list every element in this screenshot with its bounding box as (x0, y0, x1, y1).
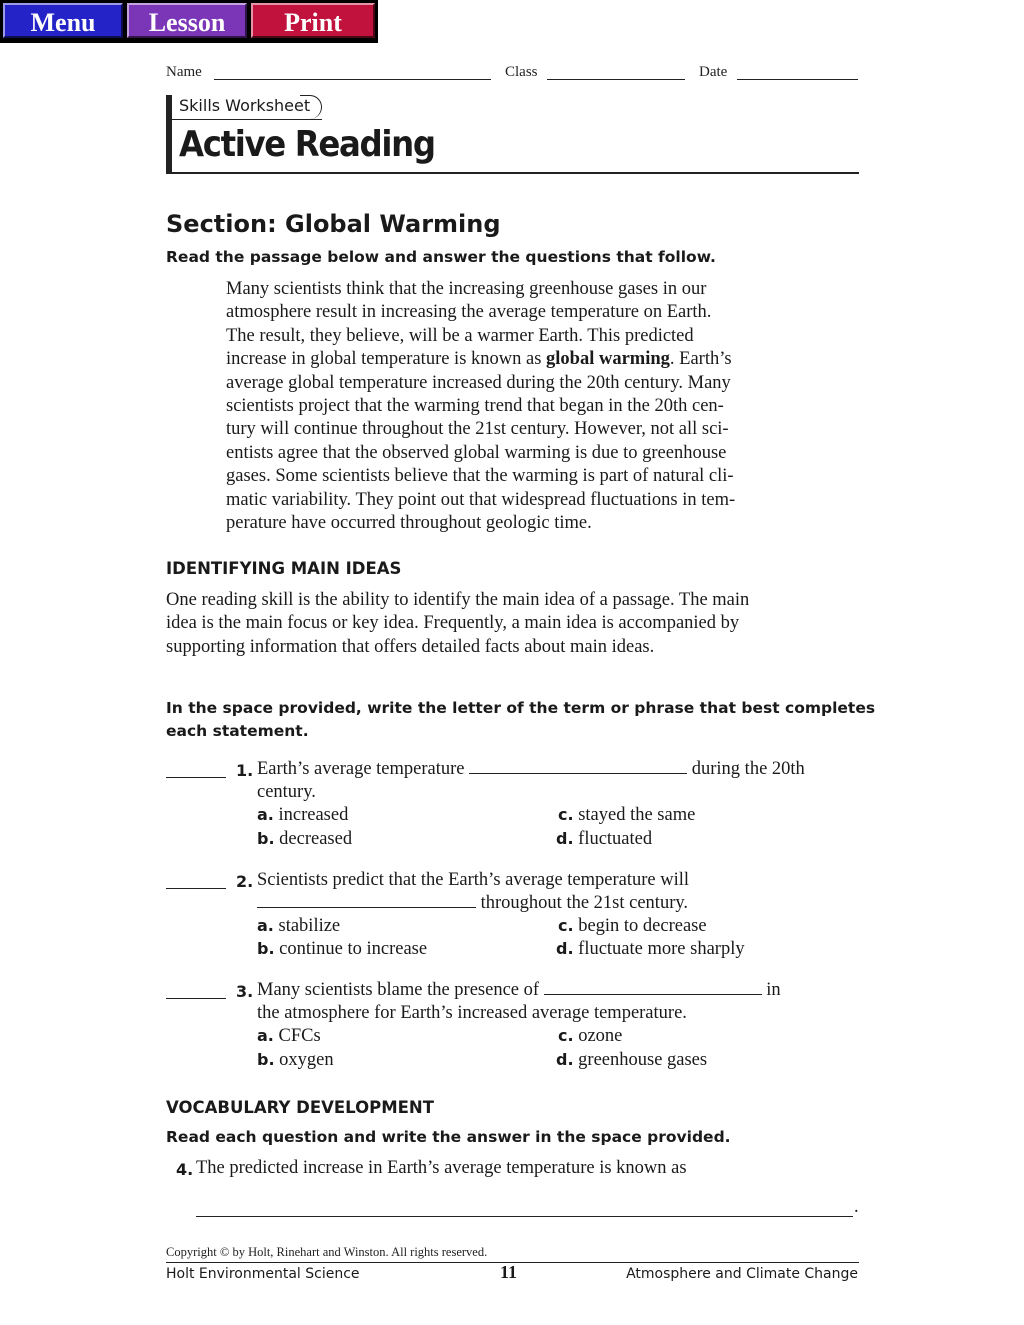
lesson-button[interactable]: Lesson (127, 3, 247, 38)
footer-chapter-title: Atmosphere and Climate Change (626, 1266, 858, 1282)
q1-number: 1. (236, 761, 254, 780)
q1-text: Earth’s average temperature during the 20th century. (257, 759, 805, 803)
q3-fill-blank[interactable] (544, 980, 762, 995)
q3-choice-a[interactable]: a. CFCs (257, 1026, 321, 1046)
q4-period: . (854, 1197, 859, 1217)
name-field[interactable] (214, 62, 491, 80)
q3-text: Many scientists blame the presence of in the atmosphere for Earth’s increased average temperature. (257, 980, 781, 1024)
copyright: Copyright © by Holt, Rinehart and Winston. All rights reserved. (166, 1245, 488, 1259)
date-field[interactable] (737, 62, 858, 80)
menu-button[interactable]: Menu (3, 3, 123, 38)
global-warming-term: global warming (546, 349, 670, 370)
q2-answer-blank[interactable] (166, 871, 226, 889)
q1-answer-blank[interactable] (166, 760, 226, 778)
q2-choice-b[interactable]: b. continue to increase (257, 939, 428, 959)
q1-fill-blank[interactable] (469, 759, 687, 774)
main-ideas-text: One reading skill is the ability to identify the main idea of a passage. The main idea is the main focus or key idea. Frequently, a main idea is accompanied by supporting information that offers detailed facts about main ideas. (166, 590, 750, 657)
q3-choice-d[interactable]: d. greenhouse gases (556, 1050, 708, 1070)
questions-instruction: In the space provided, write the letter of the term or phrase that best completes each statement. (166, 699, 876, 740)
page-title: Active Reading (179, 124, 435, 165)
q3-choice-b[interactable]: b. oxygen (257, 1050, 334, 1070)
q2-choice-a[interactable]: a. stabilize (257, 916, 341, 936)
q2-text: Scientists predict that the Earth’s average temperature will throughout the 21st century. (257, 870, 690, 914)
class-field[interactable] (547, 62, 685, 80)
q3-choice-c[interactable]: c. ozone (558, 1026, 623, 1046)
q1-choice-a[interactable]: a. increased (257, 805, 349, 825)
title-underline (166, 172, 859, 174)
section-title: Section: Global Warming (166, 210, 501, 238)
footer-book-title: Holt Environmental Science (166, 1266, 360, 1282)
q3-answer-blank[interactable] (166, 981, 226, 999)
q1-choice-b[interactable]: b. decreased (257, 829, 353, 849)
q2-choice-d[interactable]: d. fluctuate more sharply (556, 939, 745, 959)
q4-answer-line[interactable] (196, 1200, 853, 1217)
page-number: 11 (500, 1262, 518, 1282)
passage: Many scientists think that the increasing greenhouse gases in our atmosphere result in increasing the average temperature on Earth. The result, they believe, will be a warmer Earth. This predicted increase in global temperature is known as global warming. Earth’s average global temperature increased during the 20th century. Many scientists project that the warming trend that began in the 20th cen- tury will continue throughout the 21st century. However, not all sci- entists agree that the observed global warming is due to greenhouse gases. Some scientists believe that the warming is part of natural cli- matic variability. They point out that widespread fluctuations in tem- perature have occurred throughout geologic time. (226, 279, 736, 534)
q4-text: The predicted increase in Earth’s average temperature is known as (196, 1158, 687, 1178)
q4-number: 4. (176, 1160, 194, 1179)
skills-worksheet-tag: Skills Worksheet (179, 96, 311, 115)
q2-fill-blank[interactable] (257, 893, 476, 908)
print-button[interactable]: Print (251, 3, 375, 38)
q3-number: 3. (236, 982, 254, 1001)
vocab-heading: VOCABULARY DEVELOPMENT (166, 1098, 434, 1117)
q2-number: 2. (236, 872, 254, 891)
q1-choice-c[interactable]: c. stayed the same (558, 805, 696, 825)
main-ideas-heading: IDENTIFYING MAIN IDEAS (166, 559, 402, 578)
class-label: Class (505, 64, 538, 80)
q2-choice-c[interactable]: c. begin to decrease (558, 916, 707, 936)
date-label: Date (699, 64, 728, 80)
q1-choice-d[interactable]: d. fluctuated (556, 829, 653, 849)
name-label: Name (166, 64, 202, 80)
passage-instruction: Read the passage below and answer the questions that follow. (166, 248, 716, 266)
vocab-instruction: Read each question and write the answer in the space provided. (166, 1128, 731, 1146)
nav-bar (0, 0, 378, 43)
